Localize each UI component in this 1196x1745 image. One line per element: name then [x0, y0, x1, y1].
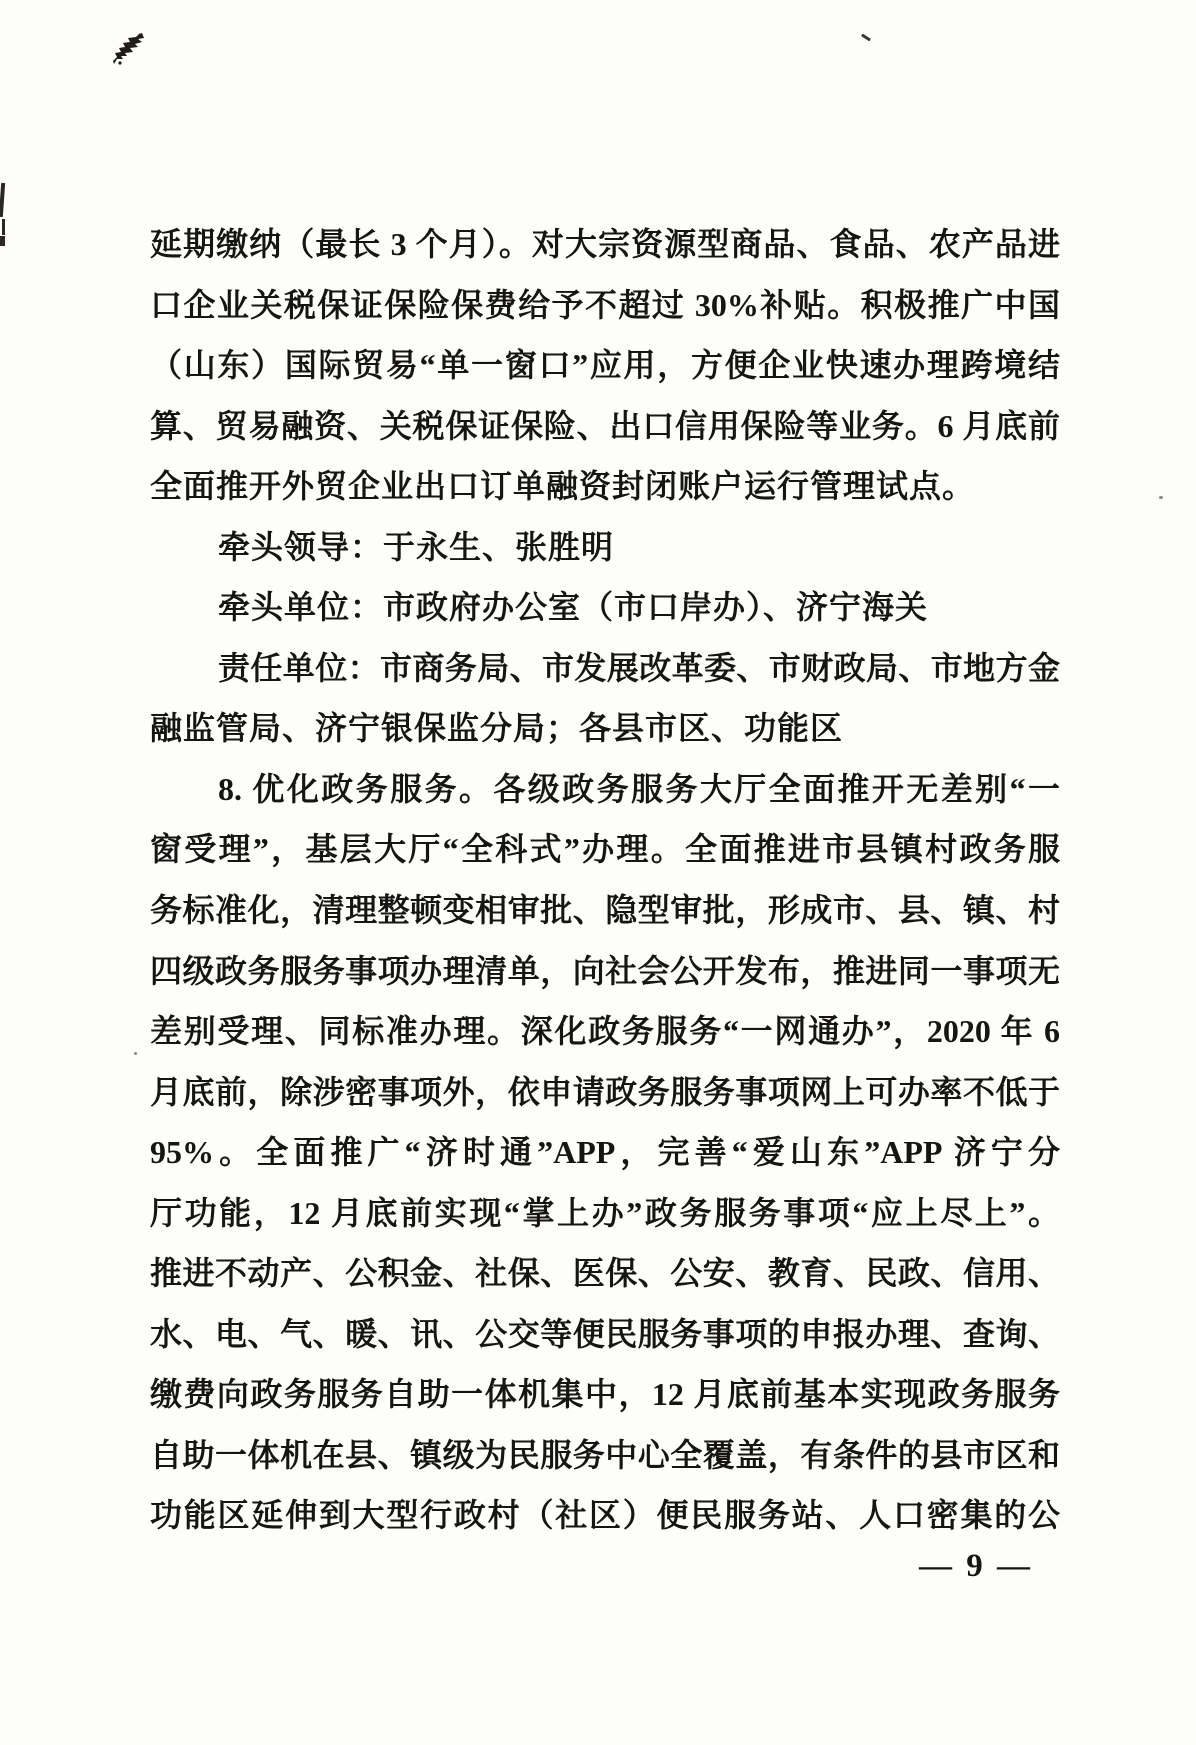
scan-edge-mark	[0, 236, 5, 246]
text-line: （山东）国际贸易“单一窗口”应用，方便企业快速办理跨境结	[150, 347, 1060, 384]
text-line: 月底前，除涉密事项外，依申请政务服务事项网上可办率不低于	[150, 1073, 1060, 1110]
text-line: 口企业关税保证保险保费给予不超过 30%补贴。积极推广中国	[150, 286, 1060, 323]
text-line: 推进不动产、公积金、社保、医保、公安、教育、民政、信用、	[150, 1255, 1060, 1292]
scan-speck	[1159, 496, 1163, 499]
text-line: 融监管局、济宁银保监分局；各县市区、功能区	[150, 710, 844, 747]
scan-tick-mark	[861, 34, 871, 42]
scan-speck	[134, 1052, 137, 1055]
document-body	[150, 214, 1060, 1546]
text-line-responsible-unit: 责任单位：市商务局、市发展改革委、市财政局、市地方金	[218, 649, 1060, 686]
text-line: 差别受理、同标准办理。深化政务服务“一网通办”，2020 年 6	[150, 1013, 1060, 1050]
text-line: 功能区延伸到大型行政村（社区）便民服务站、人口密集的公	[150, 1497, 1060, 1534]
text-line: 延期缴纳（最长 3 个月）。对大宗资源型商品、食品、农产品进	[150, 226, 1060, 262]
text-line: 自助一体机在县、镇级为民服务中心全覆盖，有条件的县市区和	[150, 1436, 1060, 1473]
ink-smudge-artifact	[113, 32, 147, 70]
text-line: 算、贸易融资、关税保证保险、出口信用保险等业务。6 月底前	[150, 407, 1060, 444]
text-line: 厅功能，12 月底前实现“掌上办”政务服务事项“应上尽上”。	[150, 1194, 1060, 1231]
text-line: 务标准化，清理整顿变相审批、隐型审批，形成市、县、镇、村	[150, 892, 1060, 929]
text-line-item-8-heading: 8. 优化政务服务。各级政务服务大厅全面推开无差别“一	[218, 770, 1060, 807]
text-line-lead-unit: 牵头单位：市政府办公室（市口岸办）、济宁海关	[218, 589, 929, 626]
text-line-lead-label: 牵头领导：于永生、张胜明	[218, 528, 615, 565]
scan-edge-mark	[0, 183, 5, 217]
text-line: 缴费向政务服务自助一体机集中，12 月底前基本实现政务服务	[150, 1376, 1060, 1413]
text-line: 水、电、气、暖、讯、公交等便民服务事项的申报办理、查询、	[150, 1315, 1060, 1352]
text-line: 95%。全面推广“济时通”APP，完善“爱山东”APP 济宁分	[150, 1134, 1060, 1171]
page-number: — 9 —	[919, 1548, 1033, 1584]
scan-edge-mark	[2, 219, 5, 235]
text-line: 四级政务服务事项办理清单，向社会公开发布，推进同一事项无	[150, 952, 1060, 989]
text-line: 窗受理”，基层大厅“全科式”办理。全面推进市县镇村政务服	[150, 831, 1060, 868]
text-line: 全面推开外贸企业出口订单融资封闭账户运行管理试点。	[150, 468, 976, 505]
